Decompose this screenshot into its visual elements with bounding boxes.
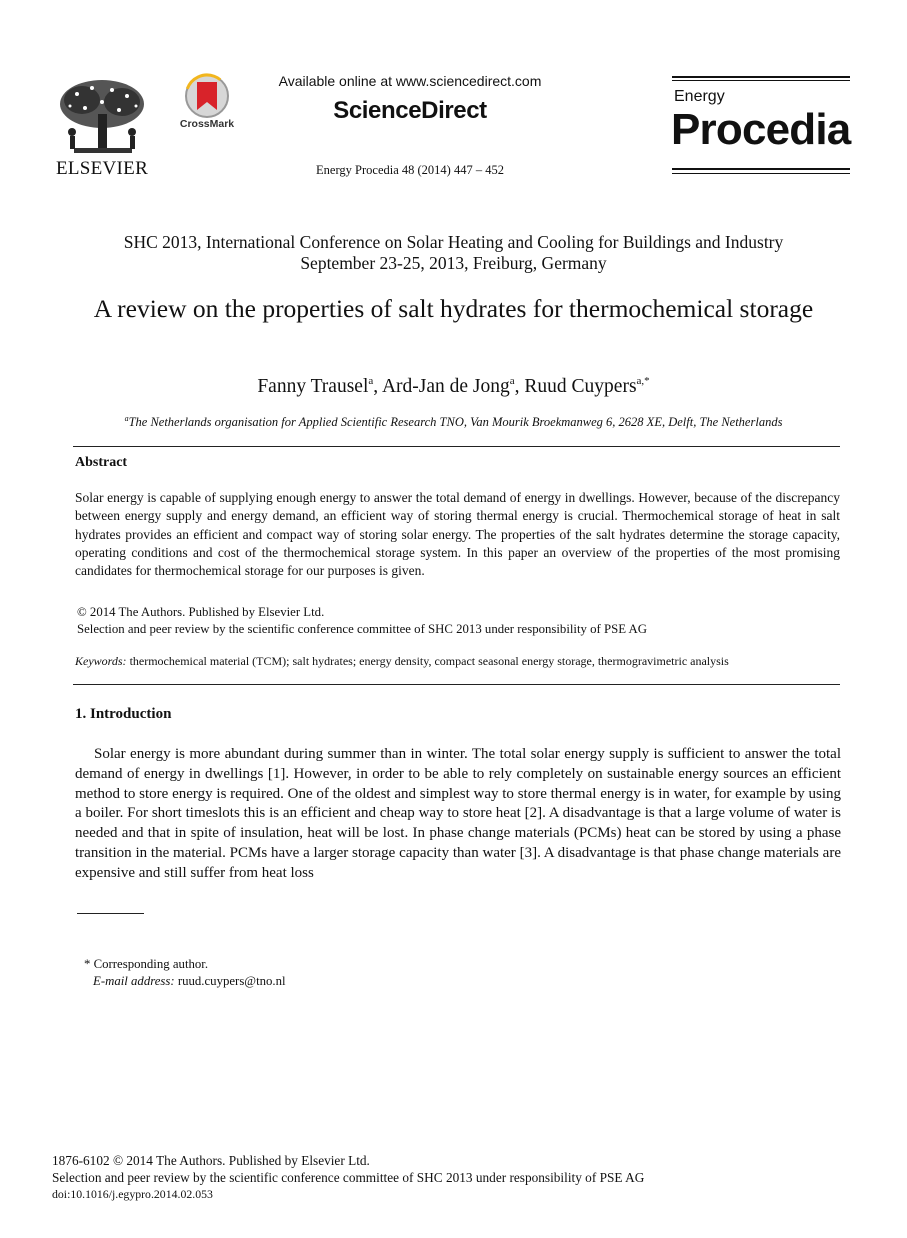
- conference-line-2: September 23-25, 2013, Freiburg, Germany: [300, 253, 607, 273]
- footnote: [84, 956, 584, 990]
- footer-peer-review: Selection and peer review by the scientific conference committee of SHC 2013 under responsibility of PSE AG: [52, 1170, 645, 1185]
- publisher-name: ELSEVIER: [55, 158, 149, 179]
- affiliation-mark: a: [124, 414, 129, 423]
- journal-rule: [672, 76, 850, 78]
- email-address[interactable]: ruud.cuypers@tno.nl: [177, 974, 286, 988]
- author-list: [40, 376, 867, 398]
- conference-info: [40, 232, 867, 274]
- page-footer: [52, 1152, 852, 1203]
- peer-review-line: Selection and peer review by the scientific conference committee of SHC 2013 under responsibility of PSE AG: [77, 622, 648, 636]
- author-name: Ard-Jan de Jong: [381, 376, 510, 397]
- author-affil-mark: a: [368, 375, 374, 387]
- email-label: E-mail address:: [93, 974, 175, 988]
- keywords-label: Keywords:: [75, 654, 127, 668]
- author-separator: ,: [373, 376, 382, 397]
- crossmark-label: CrossMark: [179, 118, 235, 130]
- footer-issn-copyright: 1876-6102 © 2014 The Authors. Published by Elsevier Ltd.: [52, 1153, 370, 1168]
- journal-name-main: Procedia: [671, 105, 851, 154]
- conference-line-1: SHC 2013, International Conference on Solar Heating and Cooling for Buildings and Industry: [123, 232, 784, 252]
- abstract-bottom-rule: [73, 684, 840, 685]
- journal-citation: Energy Procedia 48 (2014) 447 – 452: [316, 163, 504, 177]
- journal-rule: [672, 168, 850, 170]
- abstract-text: Solar energy is capable of supplying enough energy to answer the total demand of energy in dwellings. However, because of the discrepancy between energy supply and energy demand, an efficient way of storing thermal energy is crucial. Thermochemical storage of heat in salt hydrates provides an efficient and compact way of storing solar energy. The properties of the salt hydrates determine the storage capacity, operating conditions and cost of the thermochemical storage system. In this paper an overview of the properties of the most promising candidates for thermochemical storage for our purposes is given.: [75, 490, 840, 579]
- author-name: Fanny Trausel: [257, 376, 369, 397]
- journal-rule: [672, 173, 850, 174]
- author-name: Ruud Cuypers: [524, 376, 637, 397]
- abstract-heading: Abstract: [75, 455, 128, 470]
- journal-name-top: Energy: [674, 88, 725, 105]
- sciencedirect-wordmark: ScienceDirect: [333, 97, 487, 124]
- author-separator: ,: [514, 376, 525, 397]
- copyright-line: © 2014 The Authors. Published by Elsevier Ltd.: [77, 605, 325, 619]
- corresponding-author-note: * Corresponding author.: [84, 957, 209, 971]
- email-line: [84, 973, 584, 990]
- author-affil-mark: a,*: [636, 375, 650, 387]
- introduction-paragraph: Solar energy is more abundant during summer than in winter. The total solar energy supply is sufficient to answer the total demand of energy in dwellings [1]. However, in order to be able to rely completely on sustainable energy sources an efficient method to store energy is required. One of the oldest and simplest way to store thermal energy is in water, for example by using a boiler. For short timeslots this is an efficient and cheap way to store heat [2]. A disadvantage is that a large volume of water is needed and that in spite of insulation, heat will be lost. In phase change materials (PCMs) heat can be stored by using a phase transition in the material. PCMs have a larger storage capacity than water [3]. A disadvantage is that phase change materials are expensive and still suffer from heat loss: [75, 746, 841, 881]
- footer-doi[interactable]: doi:10.1016/j.egypro.2014.02.053: [52, 1187, 213, 1201]
- author-affil-mark: a: [509, 375, 515, 387]
- keywords-text: thermochemical material (TCM); salt hydrates; energy density, compact seasonal energy storage, thermogravimetric analysis: [129, 654, 729, 668]
- section-heading-introduction: 1. Introduction: [75, 706, 172, 722]
- paper-title: A review on the properties of salt hydrates for thermochemical storage: [93, 294, 814, 323]
- affiliation-text: The Netherlands organisation for Applied Scientific Research TNO, Van Mourik Broekmanweg 6, 2628 XE, Delft, The Netherlands: [128, 415, 783, 429]
- journal-rule: [672, 80, 850, 81]
- available-online-text[interactable]: Available online at www.sciencedirect.com: [278, 73, 542, 89]
- copyright-block: [77, 604, 837, 638]
- keywords: [75, 654, 840, 669]
- footnote-rule: [77, 913, 144, 914]
- abstract-top-rule: [73, 446, 840, 447]
- affiliation: [40, 415, 867, 430]
